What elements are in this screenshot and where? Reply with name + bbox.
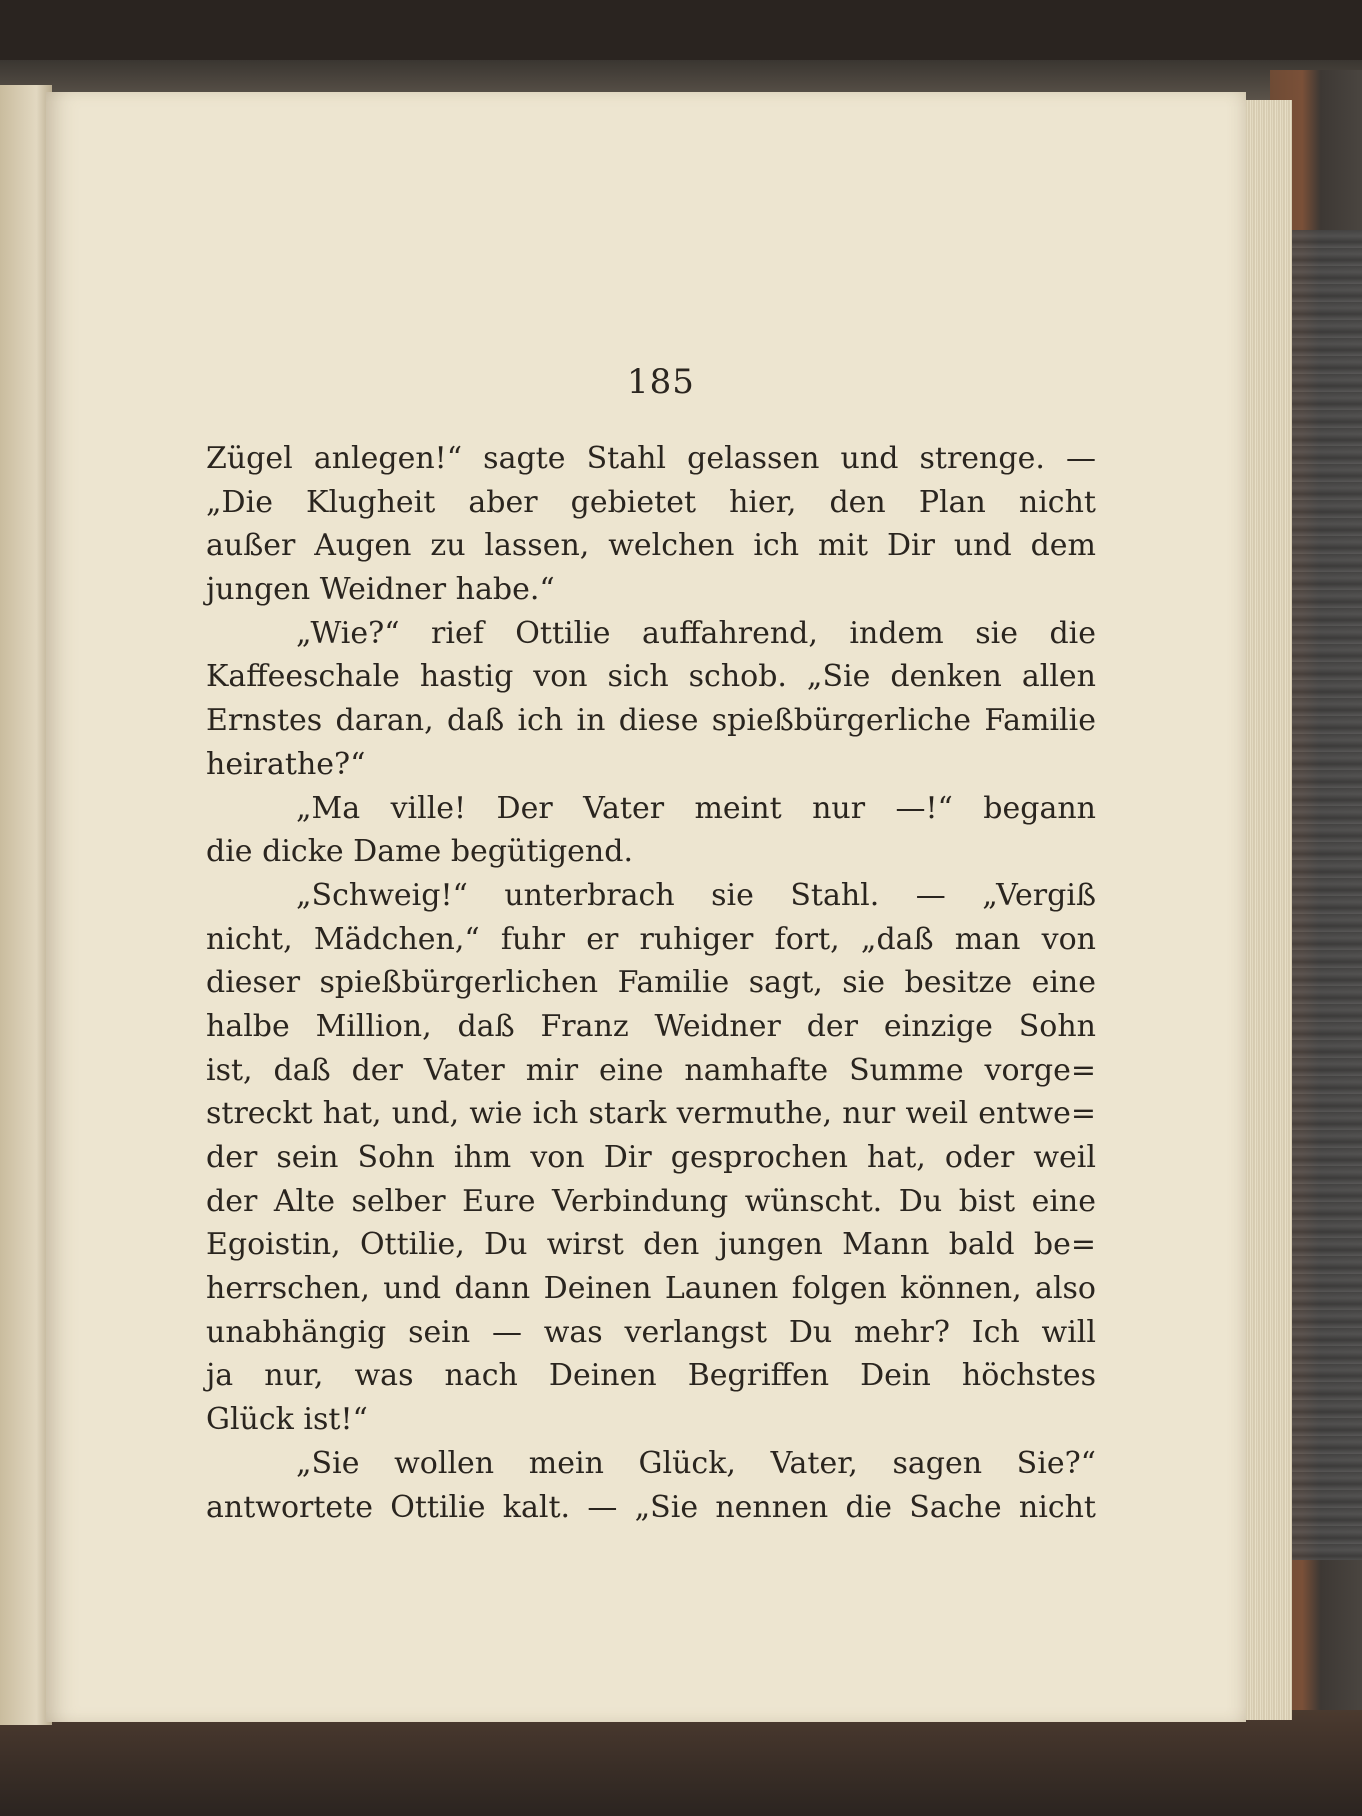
text-line: halbe Million, daß Franz Weidner der einzige Sohn — [206, 1008, 1096, 1044]
book-page — [46, 92, 1246, 1722]
book-cover-texture — [1290, 230, 1362, 1560]
text-line: „Die Klugheit aber gebietet hier, den Plan nicht — [206, 484, 1096, 520]
facing-page-edge — [0, 85, 52, 1725]
text-line: die dicke Dame begütigend. — [206, 834, 633, 870]
text-line: „Schweig!“ unterbrach sie Stahl. — „Vergiß — [296, 877, 1096, 913]
text-line: antwortete Ottilie kalt. — „Sie nennen die Sache nicht — [206, 1489, 1096, 1525]
text-line: „Sie wollen mein Glück, Vater, sagen Sie?“ — [296, 1445, 1096, 1481]
text-line: „Ma ville! Der Vater meint nur —!“ begann — [296, 790, 1096, 826]
text-line: dieser spießbürgerlichen Familie sagt, sie besitze eine — [206, 965, 1096, 1001]
text-line: unabhängig sein — was verlangst Du mehr? Ich will — [206, 1314, 1096, 1350]
text-line: herrschen, und dann Deinen Launen folgen können, also — [206, 1271, 1096, 1307]
text-line: Egoistin, Ottilie, Du wirst den jungen Mann bald be= — [206, 1227, 1096, 1263]
text-line: Ernstes daran, daß ich in diese spießbürgerliche Familie — [206, 703, 1096, 739]
text-line: der sein Sohn ihm von Dir gesprochen hat, oder weil — [206, 1140, 1096, 1175]
text-line: „Wie?“ rief Ottilie auffahrend, indem sie die — [296, 615, 1096, 651]
text-line: außer Augen zu lassen, welchen ich mit Dir und dem — [206, 528, 1096, 564]
text-line: Glück ist!“ — [206, 1402, 368, 1438]
page-text-block — [206, 437, 1096, 1529]
text-line: Zügel anlegen!“ sagte Stahl gelassen und strenge. — — [206, 441, 1096, 476]
page-number: 185 — [627, 362, 695, 402]
text-line: ist, daß der Vater mir eine namhafte Summe vorge= — [206, 1052, 1096, 1088]
text-line: ja nur, was nach Deinen Begriffen Dein höchstes — [206, 1358, 1096, 1394]
book-cover-bottom — [0, 1710, 1362, 1816]
text-line: jungen Weidner habe.“ — [206, 572, 555, 608]
text-line: nicht, Mädchen,“ fuhr er ruhiger fort, „daß man von — [206, 921, 1096, 957]
text-line: der Alte selber Eure Verbindung wünscht. Du bist eine — [206, 1183, 1096, 1219]
text-line: Kaffeeschale hastig von sich schob. „Sie denken allen — [206, 659, 1096, 695]
text-line: heirathe?“ — [206, 746, 366, 782]
text-line: streckt hat, und, wie ich stark vermuthe, nur weil entwe= — [206, 1096, 1096, 1132]
